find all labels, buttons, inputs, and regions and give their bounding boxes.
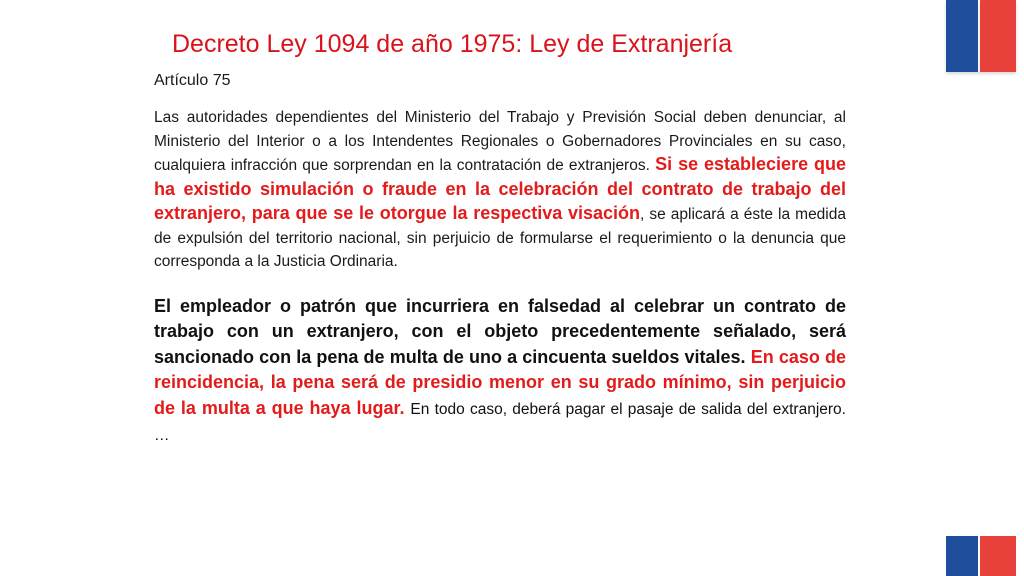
paragraph-1-highlight: Si se estableciere que ha existido simulación o fraude en la celebración del contrato de trabajo del extranjero, para que se le otorgue la respectiva visación — [154, 154, 846, 223]
paragraph-2 — [154, 294, 846, 449]
paragraph-2-bold: El empleador o patrón que incurriera en falsedad al celebrar un contrato de trabajo con un extranjero, con el objeto precedentemente señalado, será sancionado con la pena de multa de uno a cincuenta sueldos vitales. — [154, 295, 846, 367]
flag-blue-stripe — [946, 0, 980, 72]
flag-blue-stripe — [946, 536, 980, 576]
paragraph-1-text-end: , se aplicará a éste la medida de expulsión del territorio nacional, sin perjuicio de formularse el requerimiento o la denuncia que corresponda a la Justicia Ordinaria. — [154, 206, 846, 270]
paragraph-1-text: Las autoridades dependientes del Ministerio del Trabajo y Previsión Social deben denunciar, al Ministerio del Interior o a los Intendentes Regionales o Gobernadores Provinciales en su caso, cualquiera infracción que sorprendan en la contratación de extranjeros. — [154, 109, 846, 174]
flag-red-stripe — [980, 536, 1016, 576]
flag-decoration-bottom — [946, 536, 1016, 576]
paragraph-1 — [154, 106, 846, 274]
article-heading: Artículo 75 — [154, 72, 231, 89]
slide-body — [154, 70, 846, 449]
paragraph-2-text: En todo caso, deberá pagar el pasaje de salida del extranjero. … — [154, 400, 846, 444]
flag-red-stripe — [980, 0, 1016, 72]
flag-decoration-top — [946, 0, 1016, 72]
paragraph-2-highlight: En caso de reincidencia, la pena será de presidio menor en su grado mínimo, sin perjuicio de la multa a que haya lugar. — [154, 346, 846, 418]
slide-title: Decreto Ley 1094 de año 1975: Ley de Extranjería — [172, 30, 733, 58]
